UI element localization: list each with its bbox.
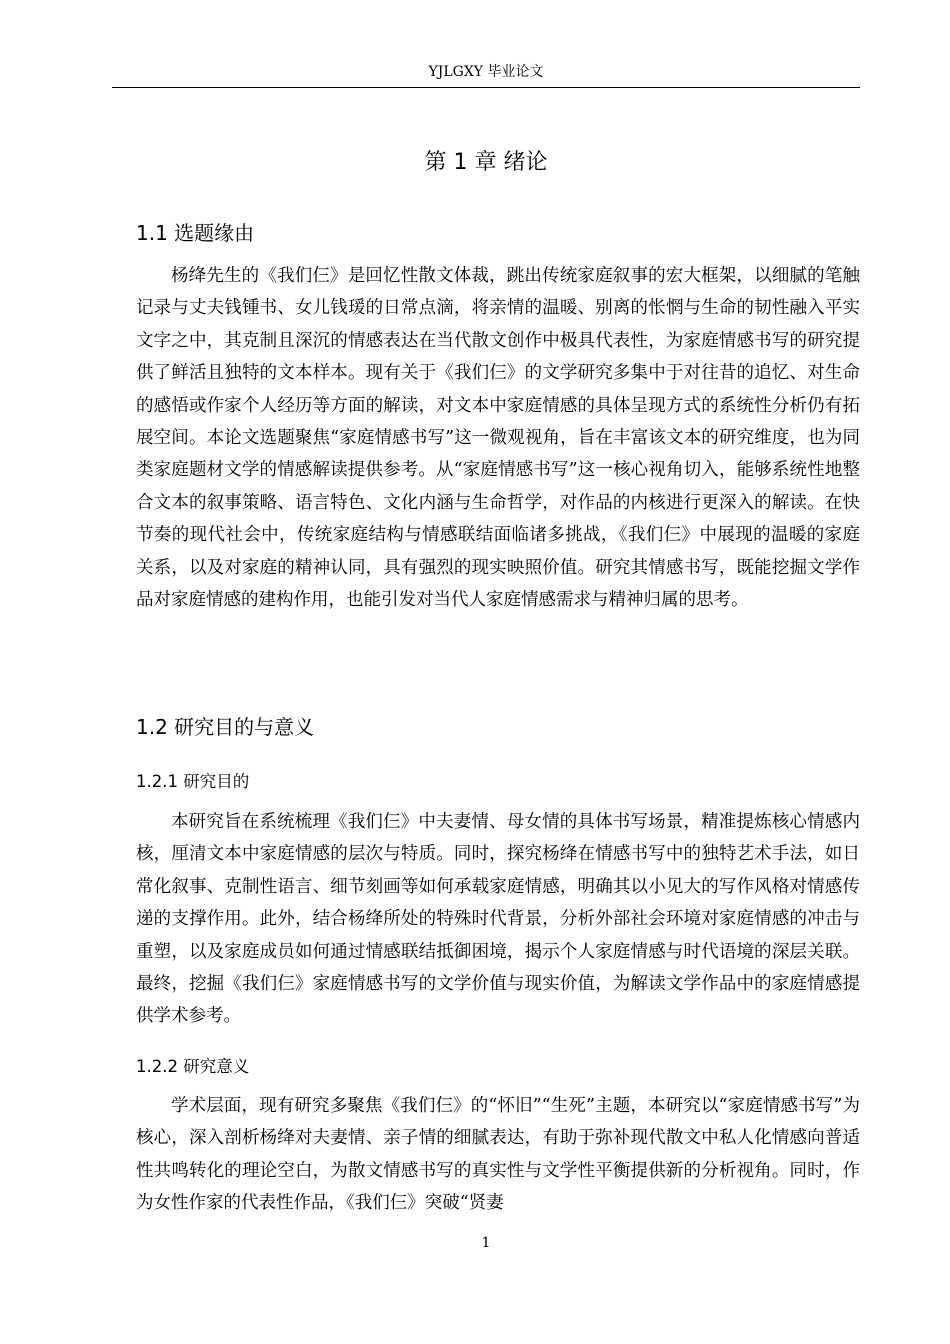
subsection-heading-1-2-2: 1.2.2 研究意义 (136, 1057, 250, 1076)
section-heading-1-2: 1.2 研究目的与意义 (136, 715, 315, 739)
chapter-title: 第 1 章 绪论 (424, 150, 548, 175)
section-paragraph-1-1: 杨绛先生的《我们仨》是回忆性散文体裁，跳出传统家庭叙事的宏大框架，以细腻的笔触记录与丈夫钱锺书、女儿钱瑗的日常点滴，将亲情的温暖、别离的怅惘与生命的韧性融入平实文字之中，其克制且深沉的情感表达在当代散文创作中极具代表性，为家庭情感书写的研究提供了鲜活且独特的文本样本。现有关于《我们仨》的文学研究多集中于对往昔的追忆、对生命的感悟或作家个人经历等方面的解读，对文本中家庭情感的具体呈现方式的系统性分析仍有拓展空间。本论文选题聚焦“家庭情感书写”这一微观视角，旨在丰富该文本的研究维度，也为同类家庭题材文学的情感解读提供参考。从“家庭情感书写”这一核心视角切入，能够系统性地整合文本的叙事策略、语言特色、文化内涵与生命哲学，对作品的内核进行更深入的解读。在快节奏的现代社会中，传统家庭结构与情感联结面临诸多挑战，《我们仨》中展现的温暖的家庭关系，以及对家庭的精神认同，具有强烈的现实映照价值。研究其情感书写，既能挖掘文学作品对家庭情感的建构作用，也能引发对当代人家庭情感需求与精神归属的思考。 (136, 266, 860, 611)
running-header: YJLGXY 毕业论文 (428, 64, 544, 80)
header-rule (112, 87, 860, 88)
subsection-paragraph-1-2-1: 本研究旨在系统梳理《我们仨》中夫妻情、母女情的具体书写场景，精准提炼核心情感内核，厘清文本中家庭情感的层次与特质。同时，探究杨绛在情感书写中的独特艺术手法，如日常化叙事、克制性语言、细节刻画等如何承载家庭情感，明确其以小见大的写作风格对情感传递的支撑作用。此外，结合杨绛所处的特殊时代背景，分析外部社会环境对家庭情感的冲击与重塑，以及家庭成员如何通过情感联结抵御困境，揭示个人家庭情感与时代语境的深层关联。最终，挖掘《我们仨》家庭情感书写的文学价值与现实价值，为解读文学作品中的家庭情感提供学术参考。 (136, 812, 860, 1027)
subsection-paragraph-1-2-2: 学术层面，现有研究多聚焦《我们仨》的“怀旧”“生死”主题，本研究以“家庭情感书写”为核心，深入剖析杨绛对夫妻情、亲子情的细腻表达，有助于弥补现代散文中私人化情感向普适性共鸣转化的理论空白，为散文情感书写的真实性与文学性平衡提供新的分析视角。同时，作为女性作家的代表性作品，《我们仨》突破“贤妻 (136, 1096, 860, 1214)
page-number: 1 (481, 1235, 491, 1251)
section-heading-1-1: 1.1 选题缘由 (136, 221, 255, 245)
subsection-heading-1-2-1: 1.2.1 研究目的 (136, 772, 250, 791)
